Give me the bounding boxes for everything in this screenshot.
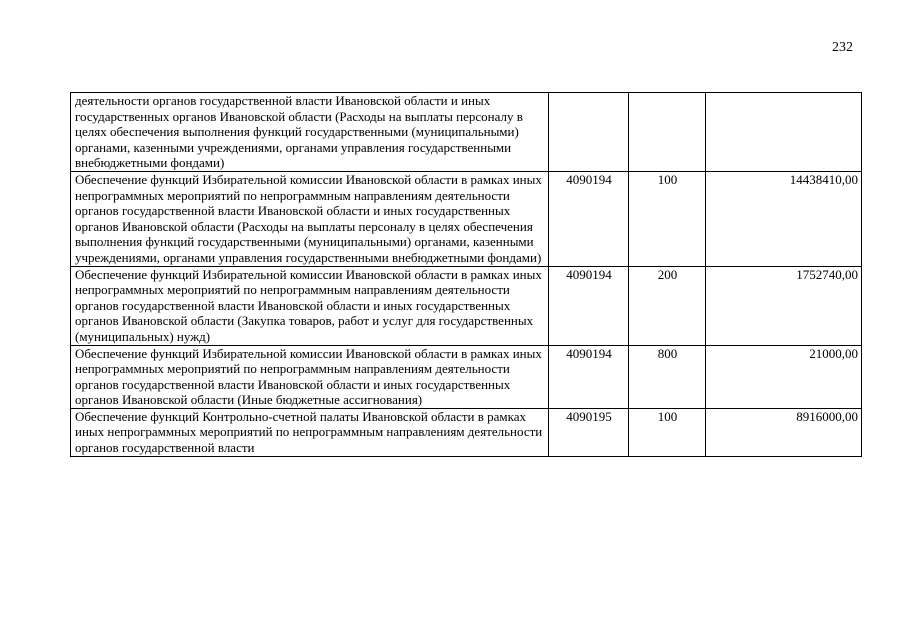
row-description: деятельности органов государственной власти Ивановской области и иных государственных органов Ивановской области (Расходы на выплаты персоналу в целях обеспечения выполнения функций государственными (муниципальными) органами, казенными учреждениями, органами управления государственными внебюджетными фондами) — [71, 93, 549, 172]
row-amount: 8916000,00 — [706, 408, 862, 456]
row-target-code: 4090194 — [549, 266, 629, 345]
row-description: Обеспечение функций Избирательной комиссии Ивановской области в рамках иных непрограммных мероприятий по непрограммным направлениям деятельности органов государственной власти Ивановской области и иных государственных органов Ивановской области (Расходы на выплаты персоналу в целях обеспечения выполнения функций государственными (муниципальными) органами, казенными учреждениями, органами управления государственными внебюджетными фондами) — [71, 171, 549, 266]
row-target-code: 4090194 — [549, 345, 629, 408]
table-row — [71, 345, 862, 408]
table-row — [71, 171, 862, 266]
row-description: Обеспечение функций Избирательной комиссии Ивановской области в рамках иных непрограммных мероприятий по непрограммным направлениям деятельности органов государственной власти Ивановской области и иных государственных органов Ивановской области (Закупка товаров, работ и услуг для государственных (муниципальных) нужд) — [71, 266, 549, 345]
row-expense-type: 200 — [629, 266, 706, 345]
row-expense-type — [629, 93, 706, 172]
budget-table — [70, 92, 862, 457]
row-amount: 14438410,00 — [706, 171, 862, 266]
row-description: Обеспечение функций Контрольно-счетной палаты Ивановской области в рамках иных непрограммных мероприятий по непрограммным направлениям деятельности органов государственной власти — [71, 408, 549, 456]
row-target-code — [549, 93, 629, 172]
table-row — [71, 266, 862, 345]
row-expense-type: 100 — [629, 171, 706, 266]
table-row — [71, 93, 862, 172]
row-amount: 21000,00 — [706, 345, 862, 408]
row-description: Обеспечение функций Избирательной комиссии Ивановской области в рамках иных непрограммных мероприятий по непрограммным направлениям деятельности органов государственной власти Ивановской области и иных государственных органов Ивановской области (Иные бюджетные ассигнования) — [71, 345, 549, 408]
table-row — [71, 408, 862, 456]
row-expense-type: 100 — [629, 408, 706, 456]
row-target-code: 4090195 — [549, 408, 629, 456]
row-amount: 1752740,00 — [706, 266, 862, 345]
row-expense-type: 800 — [629, 345, 706, 408]
row-target-code: 4090194 — [549, 171, 629, 266]
page-number: 232 — [832, 40, 853, 55]
row-amount — [706, 93, 862, 172]
